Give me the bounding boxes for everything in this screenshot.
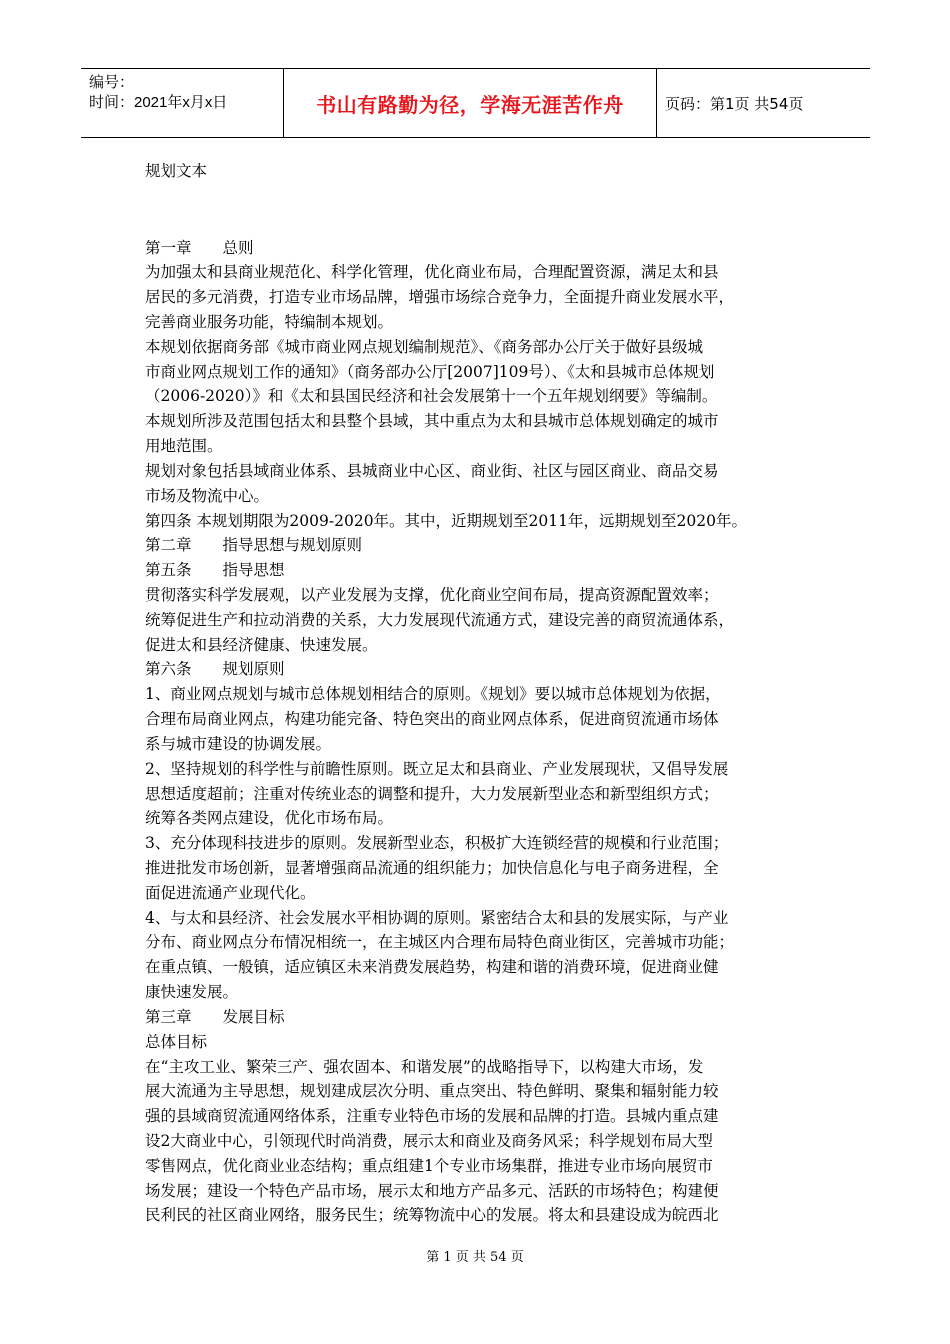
- motto: 书山有路勤为径，学海无涯苦作舟: [316, 92, 624, 117]
- page-info: 页码：第1页 共54页: [665, 94, 804, 113]
- page-header: [81, 68, 870, 138]
- paragraph-line: 在“主攻工业、繁荣三产、强农固本、和谐发展”的战略指导下，以构建大市场，发: [145, 1058, 704, 1076]
- paragraph-line: 场发展；建设一个特色产品市场，展示太和地方产品多元、活跃的市场特色；构建便: [145, 1182, 719, 1200]
- paragraph-line: 统筹促进生产和拉动消费的关系，大力发展现代流通方式，建设完善的商贸流通体系，: [145, 611, 735, 629]
- paragraph-line: 市商业网点规划工作的通知》（商务部办公厅[2007]109号）、《太和县城市总体规划: [145, 363, 715, 381]
- paragraph-line: 规划对象包括县域商业体系、县城商业中心区、商业街、社区与园区商业、商品交易: [145, 462, 719, 480]
- paragraph-line: 本规划所涉及范围包括太和县整个县域，其中重点为太和县城市总体规划确定的城市: [145, 412, 719, 430]
- footer-page-number: 第 1 页 共 54 页: [426, 1250, 524, 1265]
- paragraph-line: 第五条 指导思想: [145, 561, 285, 579]
- paragraph-line: 居民的多元消费，打造专业市场品牌，增强市场综合竞争力，全面提升商业发展水平，: [145, 288, 735, 306]
- page-footer: [0, 1246, 950, 1265]
- paragraph-line: 用地范围。: [145, 437, 223, 455]
- paragraph-line: 第二章 指导思想与规划原则: [145, 536, 363, 554]
- paragraph-line: 设2大商业中心，引领现代时尚消费，展示太和商业及商务风采；科学规划布局大型: [145, 1132, 713, 1150]
- paragraph-line: 2、坚持规划的科学性与前瞻性原则。既立足太和县商业、产业发展现状，又倡导发展: [145, 760, 729, 778]
- paragraph-line: 促进太和县经济健康、快速发展。: [145, 636, 378, 654]
- doc-title: 规划文本: [145, 162, 208, 180]
- paragraph-line: 面促进流通产业现代化。: [145, 884, 316, 902]
- paragraph-line: 市场及物流中心。: [145, 487, 270, 505]
- header-meta: [81, 69, 284, 137]
- paragraph-line: 4、与太和县经济、社会发展水平相协调的原则。紧密结合太和县的发展实际，与产业: [145, 909, 729, 927]
- paragraph-line: 分布、商业网点分布情况相统一，在主城区内合理布局特色商业街区，完善城市功能；: [145, 933, 735, 951]
- paragraph-line: 系与城市建设的协调发展。: [145, 735, 332, 753]
- paragraph-line: 第四条 本规划期限为2009-2020年。其中，近期规划至2011年，远期规划至2020年。: [145, 512, 747, 530]
- paragraph-line: 零售网点，优化商业业态结构；重点组建1个专业市场集群，推进专业市场向展贸市: [145, 1157, 713, 1175]
- paragraph-line: 第六条 规划原则: [145, 660, 285, 678]
- paragraph-line: 强的县域商贸流通网络体系，注重专业特色市场的发展和品牌的打造。县城内重点建: [145, 1107, 719, 1125]
- number-label: 编号：: [89, 74, 135, 91]
- paragraph-line: （2006-2020）》和《太和县国民经济和社会发展第十一个五年规划纲要》等编制。: [145, 387, 718, 405]
- header-page-cell: [657, 69, 870, 137]
- paragraph-line: 在重点镇、一般镇，适应镇区未来消费发展趋势，构建和谐的消费环境，促进商业健: [145, 958, 719, 976]
- paragraph-line: 合理布局商业网点，构建功能完备、特色突出的商业网点体系，促进商贸流通市场体: [145, 710, 719, 728]
- paragraph-line: 推进批发市场创新，显著增强商品流通的组织能力；加快信息化与电子商务进程，全: [145, 859, 719, 877]
- paragraph-line: 1、商业网点规划与城市总体规划相结合的原则。《规划》要以城市总体规划为依据，: [145, 685, 721, 703]
- header-motto-cell: [284, 69, 657, 137]
- paragraph-line: 为加强太和县商业规范化、科学化管理，优化商业布局，合理配置资源，满足太和县: [145, 263, 719, 281]
- paragraph-line: 康快速发展。: [145, 983, 239, 1001]
- date-line: 时间：2021年x月x日: [89, 94, 228, 111]
- paragraph-line: 第三章 发展目标: [145, 1008, 285, 1026]
- paragraph-line: 展大流通为主导思想，规划建成层次分明、重点突出、特色鲜明、聚集和辐射能力较: [145, 1082, 719, 1100]
- paragraph-line: 完善商业服务功能，特编制本规划。: [145, 313, 394, 331]
- paragraph-line: 第一章 总则: [145, 239, 254, 257]
- paragraph-line: 本规划依据商务部《城市商业网点规划编制规范》、《商务部办公厅关于做好县级城: [145, 338, 704, 356]
- paragraph-line: 统筹各类网点建设，优化市场布局。: [145, 809, 394, 827]
- paragraph-line: 民利民的社区商业网络，服务民生；统筹物流中心的发展。将太和县建设成为皖西北: [145, 1206, 719, 1224]
- paragraph-line: 总体目标: [145, 1033, 208, 1051]
- paragraph-line: 贯彻落实科学发展观，以产业发展为支撑，优化商业空间布局，提高资源配置效率；: [145, 586, 719, 604]
- paragraph-line: 思想适度超前；注重对传统业态的调整和提升，大力发展新型业态和新型组织方式；: [145, 785, 719, 803]
- paragraph-line: 3、充分体现科技进步的原则。发展新型业态，积极扩大连锁经营的规模和行业范围；: [145, 834, 729, 852]
